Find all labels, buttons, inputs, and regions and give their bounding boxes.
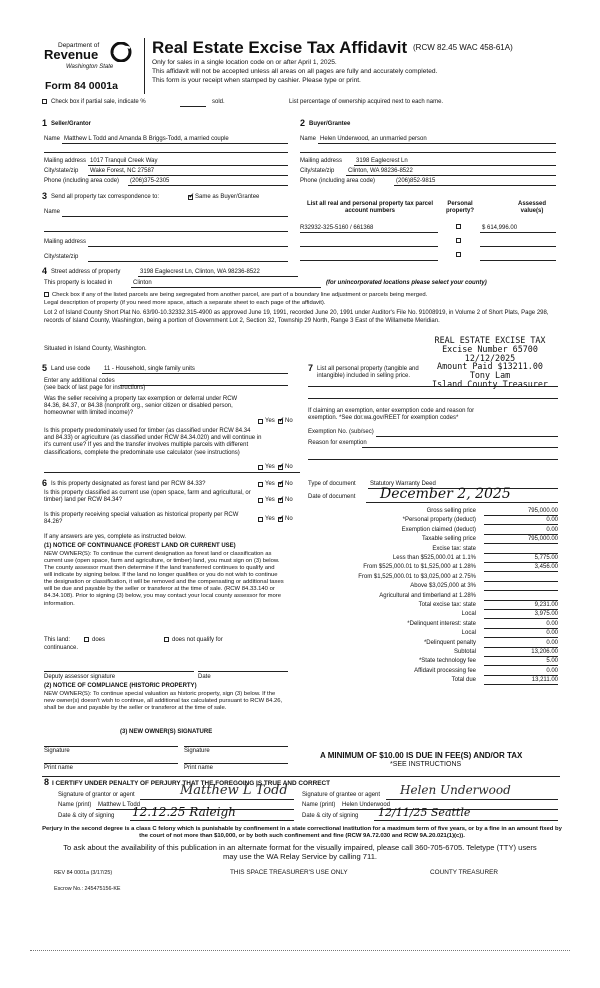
tax-row bbox=[300, 630, 560, 639]
tax-row-label: Total due bbox=[451, 677, 476, 684]
buyer-phone[interactable]: (206)852-9815 bbox=[396, 178, 436, 184]
section5-number: 5 bbox=[42, 363, 48, 373]
deputy-signature-line bbox=[44, 671, 194, 672]
perjury-notice: Perjury in the second degree is a class C felony which is punishable by confinement in a state correctional institution for a maximum term of five years, or by a fine in an amount fixed by the court of not more than $10,000, or by both such confinement and fine (RCW 9A.72.030 and RCW 9A.20.021(1)(c)). bbox=[42, 826, 562, 840]
land-use-label: Land use code bbox=[51, 366, 91, 372]
notice-compliance-text: NEW OWNER(S): To continue special valuation as historic property, sign (3) below. If the new owner(s) doesn't wish to continue, all additional tax calculated pursuant to RCW 84.26, shall be due and payable by the seller or transferor at the time of sale. bbox=[44, 691, 283, 712]
tax-row-value[interactable]: 0.00 bbox=[484, 640, 558, 648]
notice-continuance-text: NEW OWNER(S): To continue the current designation as forest land or classification as current use (open space, farm and agriculture, or timber) land, you must sign on (3) below. The county assessor must then determine if the land transferred continues to qualify and will indicate by signing below. If the land no longer qualifies or you do not wish to continue the designation or classification, it will be removed and the compensating or additional taxes will be due and payable by the seller or transferor at the time of sale. (RCW 84.33.140 or 84.34.108). Prior to signing (3) below, you may contact your local county assessor for more information. bbox=[44, 551, 284, 607]
tax-row-label: Local bbox=[461, 630, 476, 637]
tax-row bbox=[300, 677, 560, 686]
parcel-line-1 bbox=[300, 232, 438, 233]
buyer-city-line bbox=[346, 175, 556, 176]
partial-sale-label: Check box if partial sale, indicate % bbox=[51, 99, 146, 105]
q2-no-label: No bbox=[285, 464, 293, 470]
document-type[interactable]: Statutory Warranty Deed bbox=[370, 481, 436, 487]
grantor-date-label: Date & city of signing bbox=[58, 813, 115, 819]
tax-row-label: *State technology fee bbox=[418, 658, 476, 665]
parcel-line-3 bbox=[300, 260, 438, 261]
legal-description[interactable]: Lot 2 of Island County Short Plat No. 63/90-10.32332.315-4900 as approved June 19, 1991, recorded June 20, 1991 under Auditor's File No. 91008919, in Volume 2 of Short Plats, Page 298, records of Island County, Washington, being a portion of Government Lot 2, Section 32, Township 29 North, Range 3 East of the Willamette Meridian. bbox=[44, 310, 549, 325]
parcel-header: List all real and personal property tax parcel account numbers bbox=[306, 201, 434, 214]
section3-name-line-2 bbox=[44, 231, 288, 232]
tax-row-label: Subtotal bbox=[453, 649, 476, 655]
rcw-reference: (RCW 82.45 WAC 458-61A) bbox=[413, 43, 513, 52]
forest-no-checkbox[interactable] bbox=[278, 482, 283, 487]
tax-row bbox=[300, 593, 560, 602]
tax-row-label: *Personal property (deduct) bbox=[402, 517, 476, 524]
tax-row bbox=[300, 602, 560, 611]
tax-row-label: Taxable selling price bbox=[421, 536, 476, 543]
exemption-no-line bbox=[376, 436, 558, 437]
tax-row-label: From $1,525,000.01 to $3,025,000 at 2.75% bbox=[358, 573, 476, 580]
county-treasurer-label: COUNTY TREASURER bbox=[430, 869, 498, 876]
tax-row-value[interactable]: 795,000.00 bbox=[484, 508, 558, 516]
minimum-fee-note: A MINIMUM OF $10.00 IS DUE IN FEE(S) AND/OR TAX bbox=[320, 751, 523, 760]
seller-name-line bbox=[62, 143, 288, 144]
exemption-note: If claiming an exemption, enter exemption code and reason for exemption. *See dor.wa.gov/REET for exemption codes* bbox=[308, 408, 475, 422]
q1-yes-checkbox[interactable] bbox=[258, 419, 263, 424]
section3-name-label: Name bbox=[44, 209, 61, 215]
seller-section-number: 1 bbox=[42, 118, 48, 128]
revenue-wordmark: Revenue bbox=[44, 47, 99, 62]
treasurer-stamp bbox=[420, 336, 560, 389]
department-line: Department of bbox=[58, 42, 100, 49]
q2-yes-checkbox[interactable] bbox=[258, 465, 263, 470]
street-address[interactable]: 3198 Eaglecrest Ln, Clinton, WA 98236-8522 bbox=[140, 269, 260, 275]
grantor-print[interactable]: Matthew L Todd bbox=[98, 802, 141, 808]
if-yes-note: If any answers are yes, complete as instructed below. bbox=[44, 534, 187, 540]
owner-signature-label-2: Signature bbox=[184, 748, 210, 754]
assessed-line-3 bbox=[480, 260, 556, 261]
tax-row bbox=[300, 555, 560, 564]
buyer-name-line-2 bbox=[300, 152, 556, 153]
owner-print-line-1 bbox=[44, 763, 178, 764]
partial-sale-pct-line bbox=[180, 106, 206, 107]
ownership-note: List percentage of ownership acquired next to each name. bbox=[289, 99, 444, 105]
located-line bbox=[131, 287, 321, 288]
tax-row-value[interactable]: 5.00 bbox=[484, 658, 558, 666]
current-use-yes-label: Yes bbox=[265, 497, 275, 503]
tax-row-value[interactable]: 795,000.00 bbox=[484, 536, 558, 544]
grantee-print-label: Name (print) bbox=[302, 802, 336, 808]
reason-line-2 bbox=[308, 459, 558, 460]
owner-print-label-2: Print name bbox=[184, 765, 214, 771]
tax-row bbox=[300, 668, 560, 677]
seller-mailing-line bbox=[88, 165, 288, 166]
grantee-date-label: Date & city of signing bbox=[302, 813, 359, 819]
buyer-phone-label: Phone (including area code) bbox=[300, 178, 376, 184]
tax-calculation-table bbox=[300, 508, 560, 688]
section8-top-rule bbox=[42, 776, 560, 777]
tax-row bbox=[300, 564, 560, 573]
tax-row-label: Total excise tax: state bbox=[418, 602, 476, 608]
partial-sale-sold: sold. bbox=[212, 99, 225, 105]
historic-yes-checkbox[interactable] bbox=[258, 517, 263, 522]
seller-phone-line bbox=[128, 185, 288, 186]
grantee-signature[interactable]: Helen Underwood bbox=[400, 783, 511, 797]
located-label: This property is located in bbox=[44, 280, 113, 286]
notice-continuance-title: (1) NOTICE OF CONTINUANCE (FOREST LAND OR CURRENT USE) bbox=[44, 543, 236, 549]
seller-name[interactable]: Matthew L Todd and Amanda B Briggs-Todd, a married couple bbox=[64, 136, 229, 142]
owner-print-label-1: Print name bbox=[44, 765, 74, 771]
current-use-no-checkbox[interactable] bbox=[278, 498, 283, 503]
seller-phone-label: Phone (including area code) bbox=[44, 178, 120, 184]
tax-row bbox=[300, 517, 560, 526]
same-as-buyer-checkbox[interactable] bbox=[188, 195, 193, 200]
form-number: Form 84 0001a bbox=[45, 80, 118, 92]
notice-compliance-title: (2) NOTICE OF COMPLIANCE (HISTORIC PROPERTY) bbox=[44, 683, 197, 689]
section3-label: Send all property tax correspondence to: bbox=[51, 194, 160, 200]
see-instructions: *SEE INSTRUCTIONS bbox=[390, 761, 462, 768]
reason-line bbox=[362, 447, 558, 448]
tax-row-value[interactable]: 3,456.00 bbox=[484, 564, 558, 572]
tax-row bbox=[300, 583, 560, 592]
parcel-line-2 bbox=[300, 246, 438, 247]
grantee-print[interactable]: Helen Underwood bbox=[342, 802, 391, 808]
deputy-signature-label: Deputy assessor signature bbox=[44, 674, 116, 680]
personal-property-checkbox-2[interactable] bbox=[456, 238, 461, 243]
owner-signature-label-1: Signature bbox=[44, 748, 70, 754]
dor-swoosh-icon bbox=[110, 42, 132, 62]
this-land-label: This land: bbox=[44, 637, 71, 643]
header-note-3: This form is your receipt when stamped by cashier. Please type or print. bbox=[152, 77, 361, 84]
tax-row bbox=[300, 649, 560, 658]
header-note-1: Only for sales in a single location code on or after April 1, 2025. bbox=[152, 59, 337, 66]
buyer-mailing-line bbox=[354, 165, 556, 166]
tax-row bbox=[300, 546, 560, 555]
grantor-print-label: Name (print) bbox=[58, 802, 92, 808]
parcel-number[interactable]: R32932-325-5160 / 661368 bbox=[300, 225, 374, 231]
buyer-city[interactable]: Clinton, WA 98236-8522 bbox=[348, 168, 413, 174]
historic-question: Is this property receiving special valuation as historical property per RCW 84.26? bbox=[44, 512, 239, 526]
land-does-checkbox[interactable] bbox=[84, 637, 89, 642]
forest-land-question: Is this property designated as forest land per RCW 84.33? bbox=[51, 481, 206, 487]
buyer-city-label: City/state/zip bbox=[300, 168, 335, 174]
section3-name-line bbox=[62, 216, 288, 217]
revision-number: REV 84 0001a (3/17/25) bbox=[54, 870, 113, 876]
forest-no-label: No bbox=[285, 481, 293, 487]
historic-no-label: No bbox=[285, 516, 293, 522]
tax-row-value[interactable] bbox=[484, 546, 558, 554]
stamp-line-4: Amount Paid $13211.00 bbox=[437, 361, 543, 372]
segregated-label: Check box if any of the listed parcels are being segregated from another parcel, are part of a boundary line adjustment or parcels being merged. bbox=[52, 292, 428, 298]
stamp-line-1: REAL ESTATE EXCISE TAX bbox=[434, 335, 546, 345]
tax-row-value[interactable]: 0.00 bbox=[484, 517, 558, 525]
seller-mailing[interactable]: 1017 Tranquil Creek Way bbox=[90, 158, 158, 164]
section7-number: 7 bbox=[308, 363, 314, 373]
grantee-date-line bbox=[374, 820, 558, 821]
street-address-line bbox=[138, 276, 298, 277]
tax-row-value[interactable]: 0.00 bbox=[484, 621, 558, 629]
reason-label: Reason for exemption bbox=[308, 440, 367, 446]
buyer-heading: Buyer/Grantee bbox=[309, 121, 351, 127]
segregated-checkbox[interactable] bbox=[44, 292, 49, 297]
header-divider bbox=[144, 38, 145, 94]
assessed-value[interactable]: $ 614,996.00 bbox=[482, 225, 518, 231]
current-use-no-label: No bbox=[285, 497, 293, 503]
buyer-phone-line bbox=[394, 185, 556, 186]
tax-row-label: Local bbox=[461, 611, 476, 618]
tax-row bbox=[300, 536, 560, 545]
q1-no-checkbox[interactable] bbox=[278, 419, 283, 424]
section6-number: 6 bbox=[42, 478, 48, 488]
q2-yes-label: Yes bbox=[265, 464, 275, 470]
continuance-label: continuance. bbox=[44, 645, 79, 651]
document-date[interactable]: December 2, 2025 bbox=[380, 486, 511, 502]
historic-no-checkbox[interactable] bbox=[278, 517, 283, 522]
deputy-date-label: Date bbox=[198, 674, 211, 680]
personal-property-checkbox-3[interactable] bbox=[456, 252, 461, 257]
page-title: Real Estate Excise Tax Affidavit bbox=[152, 38, 408, 57]
section7-line-1 bbox=[308, 386, 558, 387]
seller-city-line bbox=[88, 175, 288, 176]
buyer-mailing[interactable]: 3198 Eaglecrest Ln bbox=[356, 158, 408, 164]
located-value[interactable]: Clinton bbox=[133, 280, 152, 286]
tax-row bbox=[300, 640, 560, 649]
new-owner-signature-title: (3) NEW OWNER(S) SIGNATURE bbox=[120, 729, 213, 735]
stamp-line-2: Excise Number 65700 bbox=[442, 343, 538, 354]
grantor-signature[interactable]: Matthew L Todd bbox=[180, 783, 288, 798]
tax-row-label: Affidavit processing fee bbox=[414, 667, 476, 674]
tax-row-label: Gross selling price bbox=[426, 508, 476, 514]
document-date-label: Date of document bbox=[308, 494, 356, 500]
tax-row-value[interactable] bbox=[484, 593, 558, 601]
current-use-yes-checkbox[interactable] bbox=[258, 498, 263, 503]
header-note-2: This affidavit will not be accepted unless all areas on all pages are fully and accurately completed. bbox=[152, 68, 438, 75]
section8-number: 8 bbox=[44, 777, 50, 787]
section3-mailing-label: Mailing address bbox=[44, 239, 87, 245]
tax-row-value[interactable]: 0.00 bbox=[484, 630, 558, 638]
additional-codes-note: (see back of last page for instructions) bbox=[44, 385, 146, 391]
assessed-line-2 bbox=[480, 246, 556, 247]
stamp-line-3: 12/12/2025 bbox=[464, 352, 516, 363]
owner-signature-line-1 bbox=[44, 746, 178, 747]
grantor-signature-label: Signature of grantor or agent bbox=[58, 792, 135, 798]
current-use-question: Is this property classified as current use (open space, farm and agricultural, or timber) land per RCW 84.34? bbox=[44, 490, 251, 504]
forest-yes-checkbox[interactable] bbox=[258, 482, 263, 487]
assessed-value-header: Assessed value(s) bbox=[517, 201, 547, 214]
personal-property-header: Personal property? bbox=[445, 201, 474, 214]
seller-heading: Seller/Grantor bbox=[51, 121, 92, 127]
seller-phone[interactable]: (206)375-2305 bbox=[130, 178, 170, 184]
buyer-name[interactable]: Helen Underwood, an unmarried person bbox=[320, 136, 427, 142]
historic-yes-label: Yes bbox=[265, 516, 275, 522]
section7-line-2 bbox=[308, 398, 558, 399]
tax-row-value[interactable] bbox=[484, 574, 558, 582]
availability-notice: To ask about the availability of this publication in an alternate format for the visually impaired, please call 360-705-6705. Teletype (TTY) users may use the WA Relay Service by calling 711. bbox=[63, 843, 537, 862]
seller-city[interactable]: Wake Forest, NC 27587 bbox=[90, 168, 155, 174]
tax-row-value[interactable]: 13,211.00 bbox=[484, 677, 558, 685]
escrow-number: Escrow No.: 245475156-KE bbox=[54, 886, 121, 892]
grantor-signature-line bbox=[140, 799, 294, 800]
exemption-no-label: Exemption No. (sub/sec) bbox=[308, 429, 374, 435]
tax-row-label: *Delinquent interest: state bbox=[407, 620, 476, 627]
buyer-name-line bbox=[318, 143, 556, 144]
dor-logo bbox=[44, 42, 140, 82]
tax-row-label: *Delinquent penalty bbox=[423, 639, 476, 646]
buyer-name-label: Name bbox=[300, 136, 317, 142]
partial-sale-checkbox[interactable] bbox=[42, 99, 47, 104]
grantee-signature-label: Signature of grantee or agent bbox=[302, 792, 381, 798]
section3-mailing-line bbox=[88, 246, 288, 247]
tax-row bbox=[300, 658, 560, 667]
grantee-signature-line bbox=[386, 799, 558, 800]
land-does-label: does bbox=[92, 637, 106, 643]
seller-name-label: Name bbox=[44, 136, 61, 142]
tax-row-value[interactable]: 3,975.00 bbox=[484, 611, 558, 619]
tax-row-value[interactable] bbox=[484, 583, 558, 591]
tax-row-value[interactable]: 9,231.00 bbox=[484, 602, 558, 610]
tax-row-label: Agricultural and timberland at 1.28% bbox=[379, 592, 476, 599]
section3-number: 3 bbox=[42, 191, 48, 201]
seller-name-line-2 bbox=[44, 152, 288, 153]
land-does-not-label: does not qualify for bbox=[172, 637, 223, 643]
land-does-not-checkbox[interactable] bbox=[164, 637, 169, 642]
section4-number: 4 bbox=[42, 266, 48, 276]
tax-row bbox=[300, 508, 560, 517]
grantor-date-line bbox=[130, 820, 294, 821]
additional-codes-label: Enter any additional codes bbox=[44, 378, 115, 384]
certify-statement: I CERTIFY UNDER PENALTY OF PERJURY THAT THE FOREGOING IS TRUE AND CORRECT bbox=[52, 780, 331, 787]
tax-row bbox=[300, 611, 560, 620]
forest-yes-label: Yes bbox=[265, 481, 275, 487]
tax-row-value[interactable]: 13,206.00 bbox=[484, 649, 558, 657]
tax-row-value[interactable]: 0.00 bbox=[484, 527, 558, 535]
tax-row-label: Exemption claimed (deduct) bbox=[401, 526, 476, 533]
grantee-date[interactable]: 12/11/25 Seattle bbox=[378, 806, 471, 819]
buyer-mailing-label: Mailing address bbox=[300, 158, 343, 164]
owner-print-line-2 bbox=[184, 763, 288, 764]
stamp-line-6: Island County Treasurer bbox=[432, 379, 548, 390]
section3-city-label: City/state/zip bbox=[44, 254, 79, 260]
section3-city-line bbox=[88, 261, 288, 262]
situated-text: Situated in Island County, Washington. bbox=[44, 346, 147, 352]
page-bottom-dotted-rule bbox=[30, 950, 570, 951]
seller-mailing-label: Mailing address bbox=[44, 158, 87, 164]
tax-row-label: Above $3,025,000 at 3% bbox=[410, 583, 476, 590]
grantor-date[interactable]: 12.12.25 Raleigh bbox=[132, 805, 236, 819]
street-address-label: Street address of property bbox=[51, 269, 121, 275]
same-as-buyer-label: Same as Buyer/Grantee bbox=[195, 194, 260, 200]
deputy-date-line bbox=[198, 671, 288, 672]
tax-row bbox=[300, 527, 560, 536]
land-use-line bbox=[102, 373, 288, 374]
exemption-question: Was the seller receiving a property tax exemption or deferral under RCW 84.36, 84.37, or 84.38 (nonprofit org., senior citizen or disabled person, homeowner with limited income)? bbox=[44, 396, 238, 417]
q1-yes-label: Yes bbox=[265, 418, 275, 424]
tax-row bbox=[300, 574, 560, 583]
unincorporated-note: (for unincorporated locations please select your county) bbox=[326, 280, 487, 286]
tax-row bbox=[300, 621, 560, 630]
washington-state: Washington State bbox=[66, 64, 114, 70]
tax-row-value[interactable]: 0.00 bbox=[484, 668, 558, 676]
timber-question: Is this property predominately used for timber (as classified under RCW 84.34 and 84.33) or agriculture (as classified under RCW 84.34.020) and will continue in it's current use? If yes and the transfer involves multiple parcels with different classifications, complete the predominate use calculator (see instructions) bbox=[44, 428, 262, 456]
tax-row-value[interactable]: 5,775.00 bbox=[484, 555, 558, 563]
document-date-line bbox=[366, 502, 558, 503]
tax-row-label: Less than $525,000.01 at 1.1% bbox=[392, 555, 476, 561]
section5-bottom-line bbox=[44, 472, 300, 473]
legal-description-label: Legal description of property (if you need more space, attach a separate sheet to each page of the affidavit). bbox=[44, 300, 326, 306]
treasurer-use-label: THIS SPACE TREASURER'S USE ONLY bbox=[230, 869, 348, 876]
personal-property-label: List all personal property (tangible and intangible) included in selling price. bbox=[317, 366, 419, 380]
assessed-line-1 bbox=[480, 232, 556, 233]
tax-row-label: Excise tax: state bbox=[432, 545, 476, 552]
document-type-label: Type of document bbox=[308, 481, 356, 487]
stamp-line-5: Tony Lam bbox=[469, 370, 511, 381]
seller-city-label: City/state/zip bbox=[44, 168, 79, 174]
land-use-code[interactable]: 11 - Household, single family units bbox=[104, 366, 195, 372]
buyer-section-number: 2 bbox=[300, 118, 306, 128]
tax-row-label: From $525,000.01 to $1,525,000 at 1.28% bbox=[363, 564, 476, 571]
q1-no-label: No bbox=[285, 418, 293, 424]
personal-property-checkbox-1[interactable] bbox=[456, 224, 461, 229]
q2-no-checkbox[interactable] bbox=[278, 465, 283, 470]
owner-signature-line-2 bbox=[184, 746, 288, 747]
